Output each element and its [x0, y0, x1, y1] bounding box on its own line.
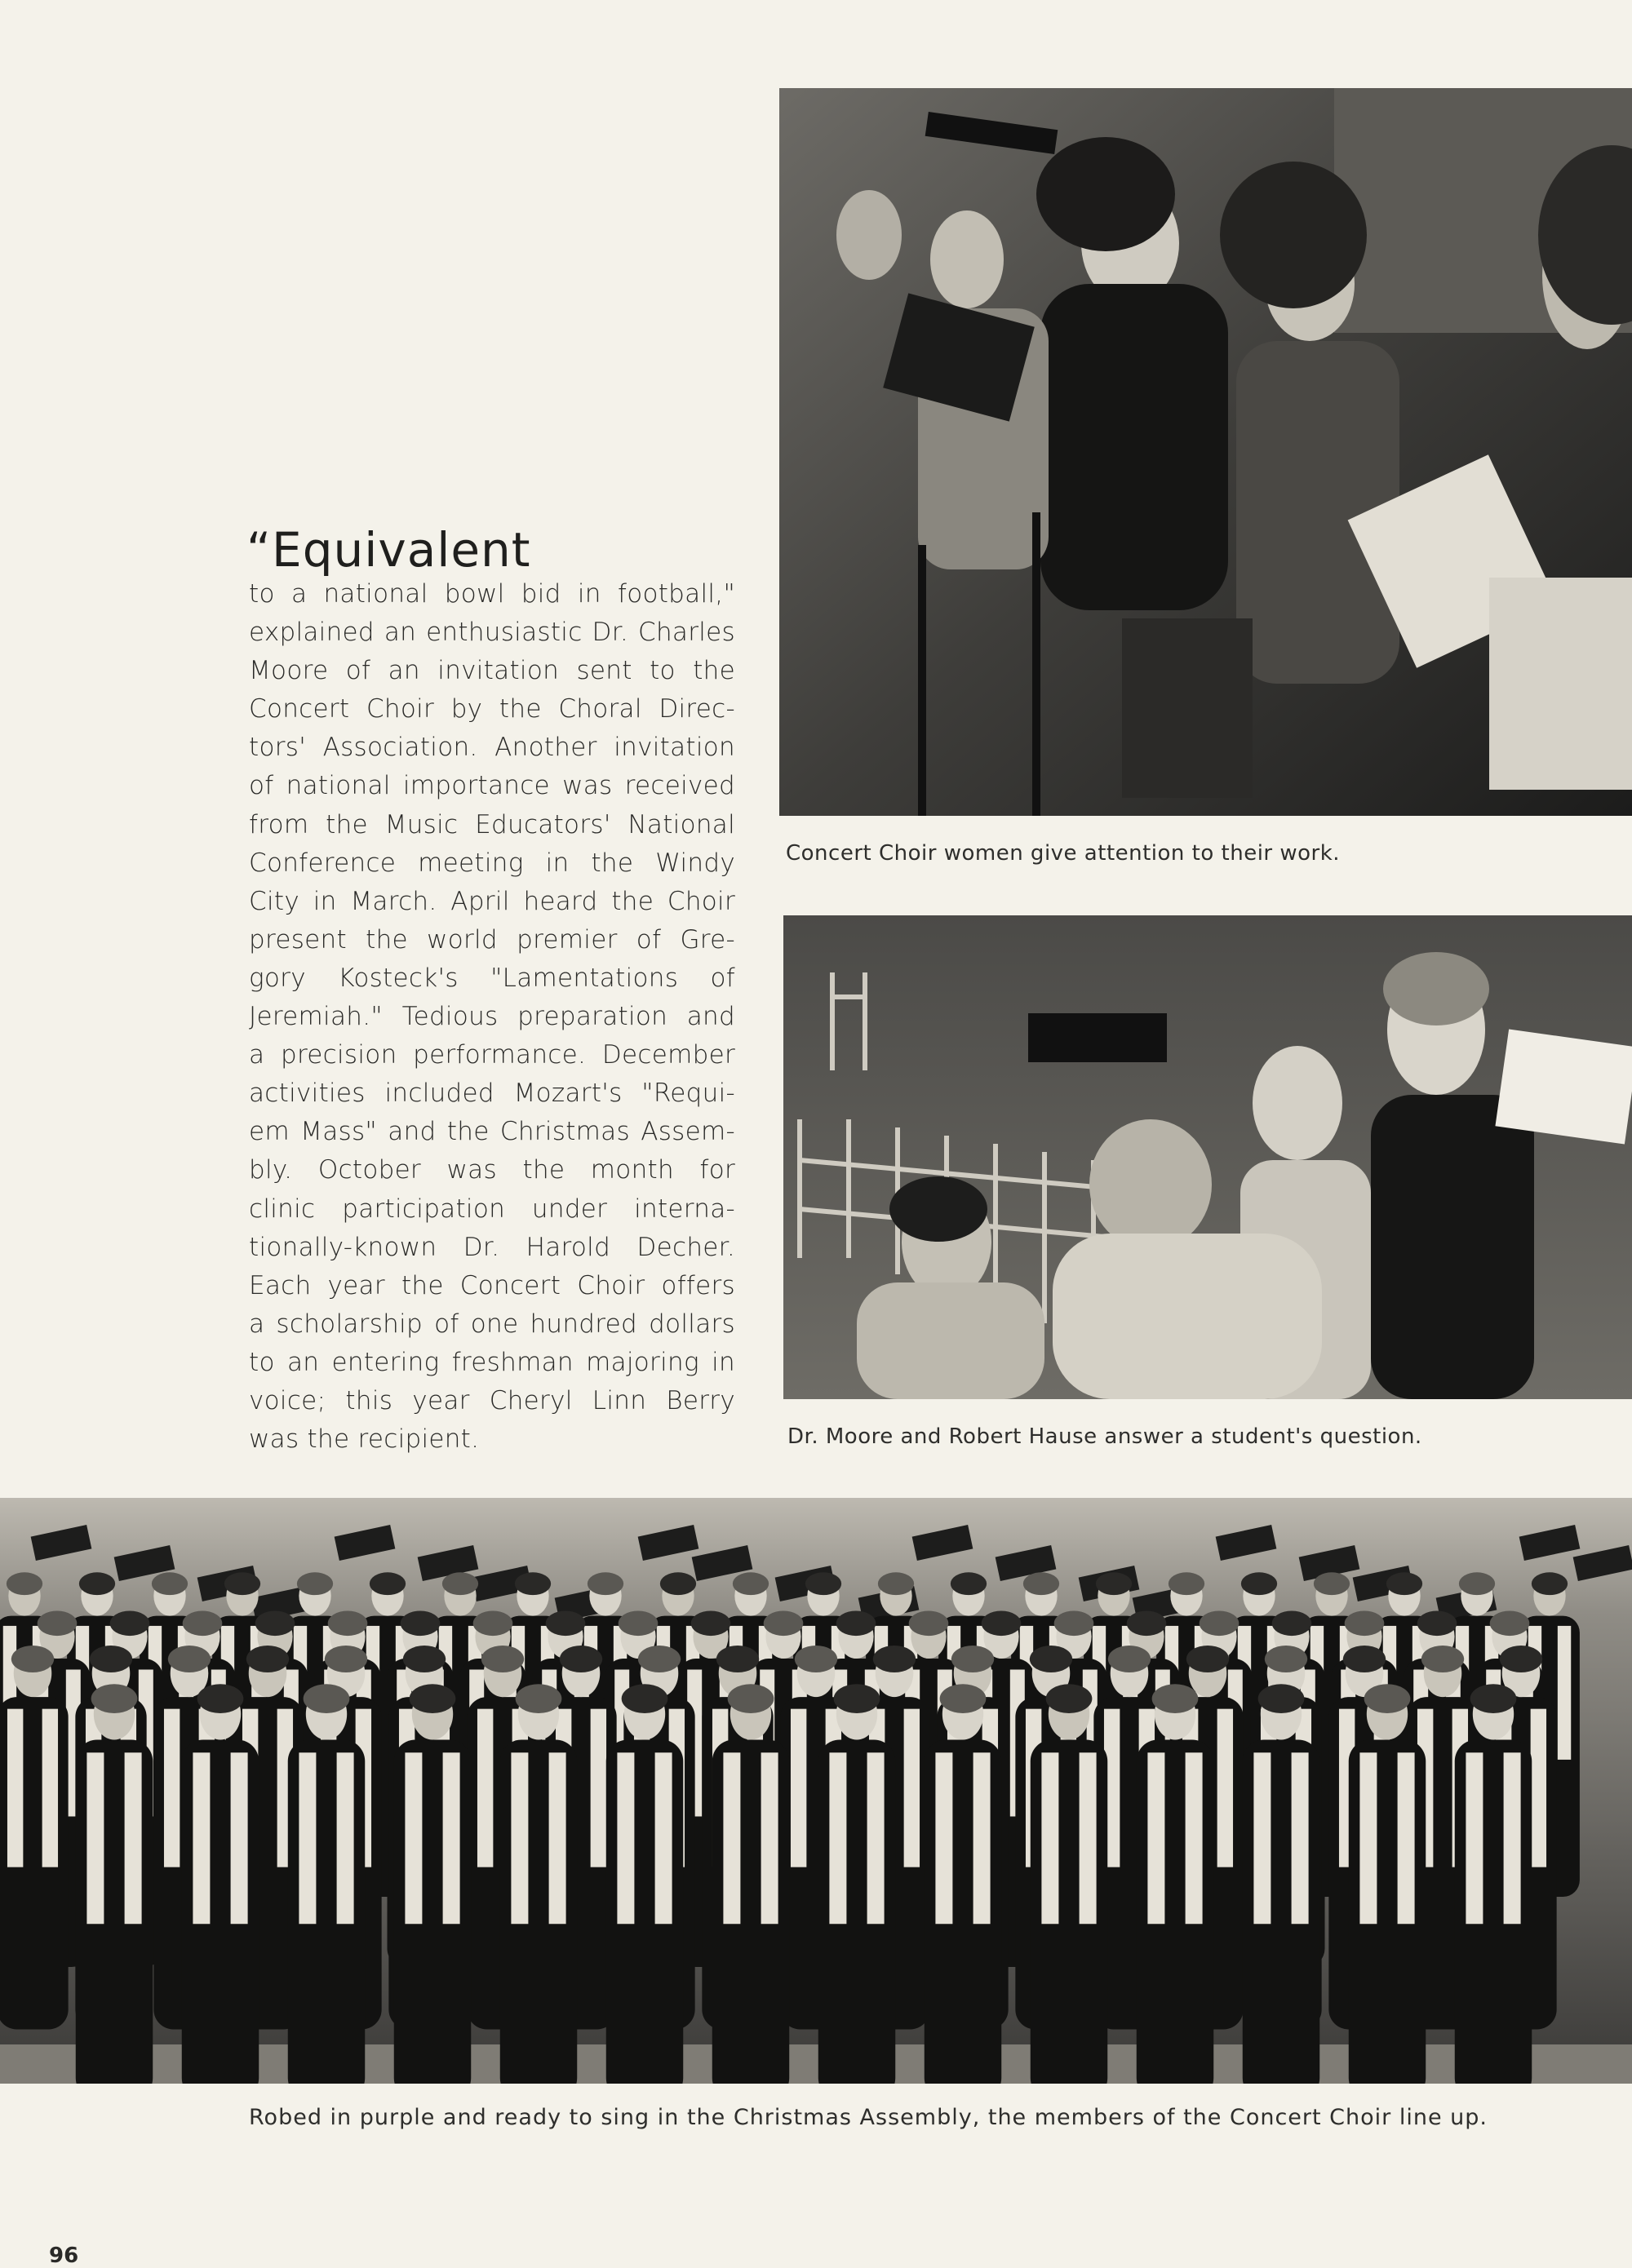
article-body-line: activities included Mozart's "Requi-	[249, 1079, 735, 1109]
article-body-line: tionally-known Dr. Harold Decher.	[249, 1232, 735, 1262]
photo-dr-moore-students-image	[783, 915, 1632, 1399]
photo-concert-choir-group	[0, 1498, 1632, 2084]
photo-dr-moore-students	[783, 915, 1632, 1399]
article-headline: “Equivalent	[246, 522, 531, 578]
article-body-line: Concert Choir by the Choral Direc-	[249, 694, 735, 724]
caption-photo-middle: Dr. Moore and Robert Hause answer a student's question.	[787, 1424, 1422, 1449]
article-body-line: Each year the Concert Choir offers	[249, 1270, 735, 1300]
article-body-line: em Mass" and the Christmas Assem-	[249, 1117, 735, 1147]
article-body-line: of national importance was received	[249, 771, 735, 801]
article-body-line: to a national bowl bid in football,"	[249, 579, 735, 609]
article-body-line: explained an enthusiastic Dr. Charles	[249, 618, 735, 648]
article-body-line: Conference meeting in the Windy	[249, 848, 735, 878]
article-body-line: a precision performance. December	[249, 1040, 735, 1070]
article-body-line: clinic participation under interna-	[249, 1194, 735, 1224]
article-body-line: to an entering freshman majoring in	[249, 1347, 735, 1377]
photo-choir-women-image	[779, 88, 1632, 816]
article-body-line: was the recipient.	[249, 1424, 480, 1455]
article-body-line: from the Music Educators' National	[249, 809, 735, 839]
article-body-line: tors' Association. Another invitation	[249, 733, 735, 763]
photo-concert-choir-group-image	[0, 1498, 1632, 2084]
article-body-line: a scholarship of one hundred dollars	[249, 1309, 735, 1339]
article-body-line: bly. October was the month for	[249, 1155, 735, 1185]
caption-photo-top: Concert Choir women give attention to their work.	[786, 841, 1341, 866]
article-body-line: City in March. April heard the Choir	[249, 886, 735, 916]
article-body-line: present the world premier of Gre-	[249, 924, 735, 955]
article-body-line: Moore of an invitation sent to the	[249, 656, 735, 686]
article-body-line: voice; this year Cheryl Linn Berry	[249, 1385, 735, 1415]
article-body	[249, 575, 735, 1459]
photo-choir-women	[779, 88, 1632, 816]
page-number: 96	[49, 2244, 79, 2268]
caption-photo-bottom: Robed in purple and ready to sing in the Christmas Assembly, the members of the Concert Choir line up.	[249, 2105, 1488, 2130]
article-body-line: gory Kosteck's "Lamentations of	[249, 963, 735, 993]
article-body-line: Jeremiah." Tedious preparation and	[249, 1002, 735, 1032]
